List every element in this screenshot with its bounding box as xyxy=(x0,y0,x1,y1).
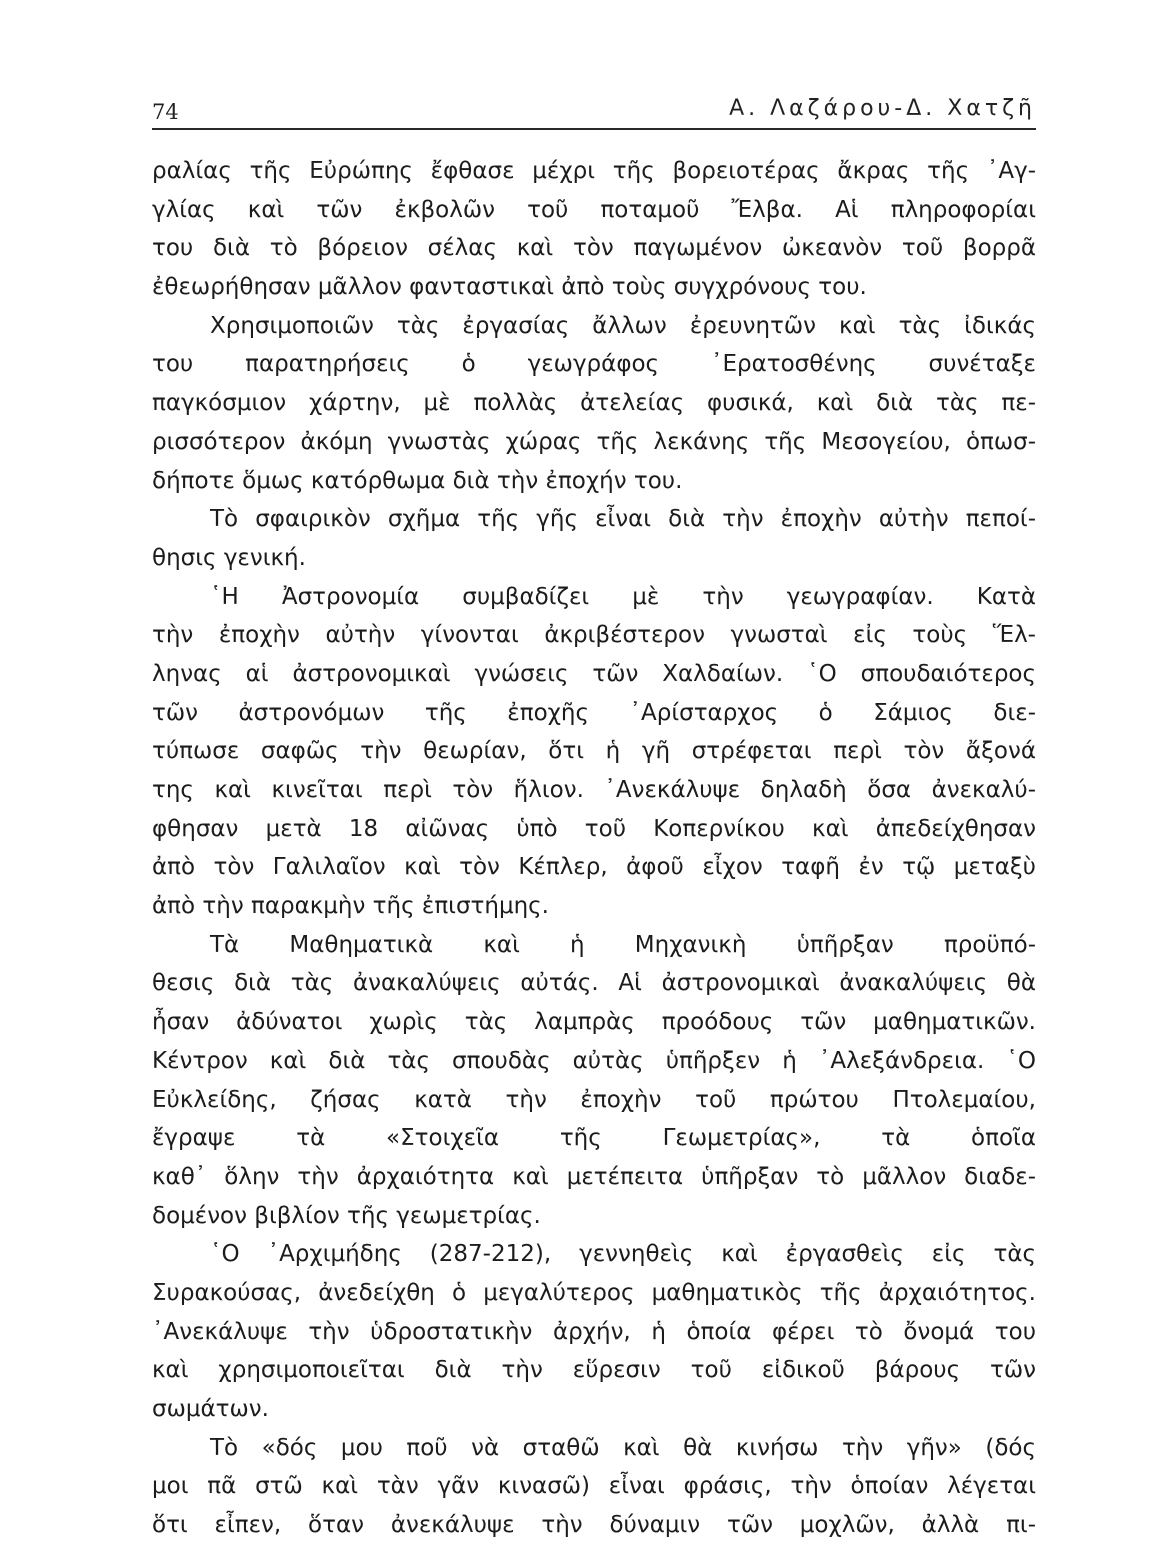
text-line: ῾Η Ἀστρονομία συμβαδίζει μὲ τὴν γεωγραφίαν. Κατὰ xyxy=(210,583,1036,610)
text-line: μοι πᾶ στῶ καὶ τὰν γᾶν κινασῶ) εἶναι φράσις, τὴν ὁποίαν λέγεται xyxy=(152,1473,1036,1500)
text-line: ραλίας τῆς Εὐρώπης ἔφθασε μέχρι τῆς βορειοτέρας ἄκρας τῆς ᾿Αγ- xyxy=(152,158,1036,184)
text-line: Τὸ σφαιρικὸν σχῆμα τῆς γῆς εἶναι διὰ τὴν ἐποχὴν αὐτὴν πεποί- xyxy=(210,506,1036,533)
text-line: ρισσότερον ἀκόμη γνωστὰς χώρας τῆς λεκάνης τῆς Μεσογείου, ὁπωσ- xyxy=(152,428,1036,455)
body-text xyxy=(152,152,1036,1539)
text-line: ληνας αἱ ἀστρονομικαὶ γνώσεις τῶν Χαλδαίων. ῾Ο σπουδαιότερος xyxy=(152,660,1036,687)
text-line: της καὶ κινεῖται περὶ τὸν ἥλιον. ᾿Ανεκάλυψε δηλαδὴ ὅσα ἀνεκαλύ- xyxy=(152,777,1036,803)
text-line: ἦσαν ἀδύνατοι χωρὶς τὰς λαμπρὰς προόδους τῶν μαθηματικῶν. xyxy=(152,1009,1036,1036)
text-line: ἐθεωρήθησαν μᾶλλον φανταστικαὶ ἀπὸ τοὺς συγχρόνους του. xyxy=(152,274,867,301)
text-line: ῾Ο ᾿Αρχιμήδης (287-212), γεννηθεὶς καὶ ἐργασθεὶς εἰς τὰς xyxy=(210,1241,1036,1268)
text-line: ἀπὸ τὸν Γαλιλαῖον καὶ τὸν Κέπλερ, ἀφοῦ εἶχον ταφῆ ἐν τῷ μεταξὺ xyxy=(152,854,1036,881)
text-line: δομένον βιβλίον τῆς γεωμετρίας. xyxy=(152,1202,541,1229)
text-line: Τὸ «δός μου ποῦ νὰ σταθῶ καὶ θὰ κινήσω τὴν γῆν» (δός xyxy=(210,1434,1036,1461)
text-line: θησις γενική. xyxy=(152,544,306,571)
text-line: ὅτι εἶπεν, ὅταν ἀνεκάλυψε τὴν δύναμιν τῶν μοχλῶν, ἀλλὰ πι- xyxy=(152,1512,1036,1539)
text-line: δήποτε ὅμως κατόρθωμα διὰ τὴν ἐποχήν του. xyxy=(152,467,683,494)
text-line: ἔγραψε τὰ «Στοιχεῖα τῆς Γεωμετρίας», τὰ ὁποῖα xyxy=(152,1125,1036,1152)
text-line: καὶ χρησιμοποιεῖται διὰ τὴν εὕρεσιν τοῦ εἰδικοῦ βάρους τῶν xyxy=(152,1357,1036,1384)
page-header xyxy=(152,96,1036,130)
text-line: τύπωσε σαφῶς τὴν θεωρίαν, ὅτι ἡ γῆ στρέφεται περὶ τὸν ἄξονά xyxy=(152,738,1036,765)
text-line: Τὰ Μαθηματικὰ καὶ ἡ Μηχανικὴ ὑπῆρξαν προϋπό- xyxy=(210,931,1036,958)
text-line: σωμάτων. xyxy=(152,1396,269,1422)
text-line: καθ᾿ ὅλην τὴν ἀρχαιότητα καὶ μετέπειτα ὑπῆρξαν τὸ μᾶλλον διαδε- xyxy=(152,1163,1036,1190)
text-line: παγκόσμιον χάρτην, μὲ πολλὰς ἀτελείας φυσικά, καὶ διὰ τὰς πε- xyxy=(152,390,1036,417)
text-line: του παρατηρήσεις ὁ γεωγράφος ᾿Ερατοσθένης συνέταξε xyxy=(152,351,1036,378)
text-line: φθησαν μετὰ 18 αἰῶνας ὑπὸ τοῦ Κοπερνίκου καὶ ἀπεδείχθησαν xyxy=(152,815,1036,842)
text-line: ἀπὸ τὴν παρακμὴν τῆς ἐπιστήμης. xyxy=(152,893,549,920)
text-line: τῶν ἀστρονόμων τῆς ἐποχῆς ᾿Αρίσταρχος ὁ Σάμιος διε- xyxy=(152,699,1036,726)
text-line: Χρησιμοποιῶν τὰς ἐργασίας ἄλλων ἐρευνητῶν καὶ τὰς ἰδικάς xyxy=(210,312,1036,339)
text-line: Συρακούσας, ἀνεδείχθη ὁ μεγαλύτερος μαθηματικὸς τῆς ἀρχαιότητος. xyxy=(152,1279,1036,1306)
text-line: τὴν ἐποχὴν αὐτὴν γίνονται ἀκριβέστερον γνωσταὶ εἰς τοὺς Ἕλ- xyxy=(152,622,1036,649)
text-line: Εὐκλείδης, ζήσας κατὰ τὴν ἐποχὴν τοῦ πρώτου Πτολεμαίου, xyxy=(152,1086,1036,1113)
page-number: 74 xyxy=(152,100,179,124)
running-head-authors: Α. Λαζάρου-Δ. Χατζῆ xyxy=(729,96,1036,121)
text-line: γλίας καὶ τῶν ἐκβολῶν τοῦ ποταμοῦ Ἔλβα. Αἱ πληροφορίαι xyxy=(152,196,1036,223)
header-rule xyxy=(152,128,1036,130)
text-line: του διὰ τὸ βόρειον σέλας καὶ τὸν παγωμένον ὠκεανὸν τοῦ βορρᾶ xyxy=(152,235,1036,262)
text-line: ᾿Ανεκάλυψε τὴν ὑδροστατικὴν ἀρχήν, ἡ ὁποία φέρει τὸ ὄνομά του xyxy=(152,1318,1036,1345)
text-line: Κέντρον καὶ διὰ τὰς σπουδὰς αὐτὰς ὑπῆρξεν ἡ ᾿Αλεξάνδρεια. ῾Ο xyxy=(152,1047,1036,1074)
text-line: θεσις διὰ τὰς ἀνακαλύψεις αὐτάς. Αἱ ἀστρονομικαὶ ἀνακαλύψεις θὰ xyxy=(152,970,1036,997)
